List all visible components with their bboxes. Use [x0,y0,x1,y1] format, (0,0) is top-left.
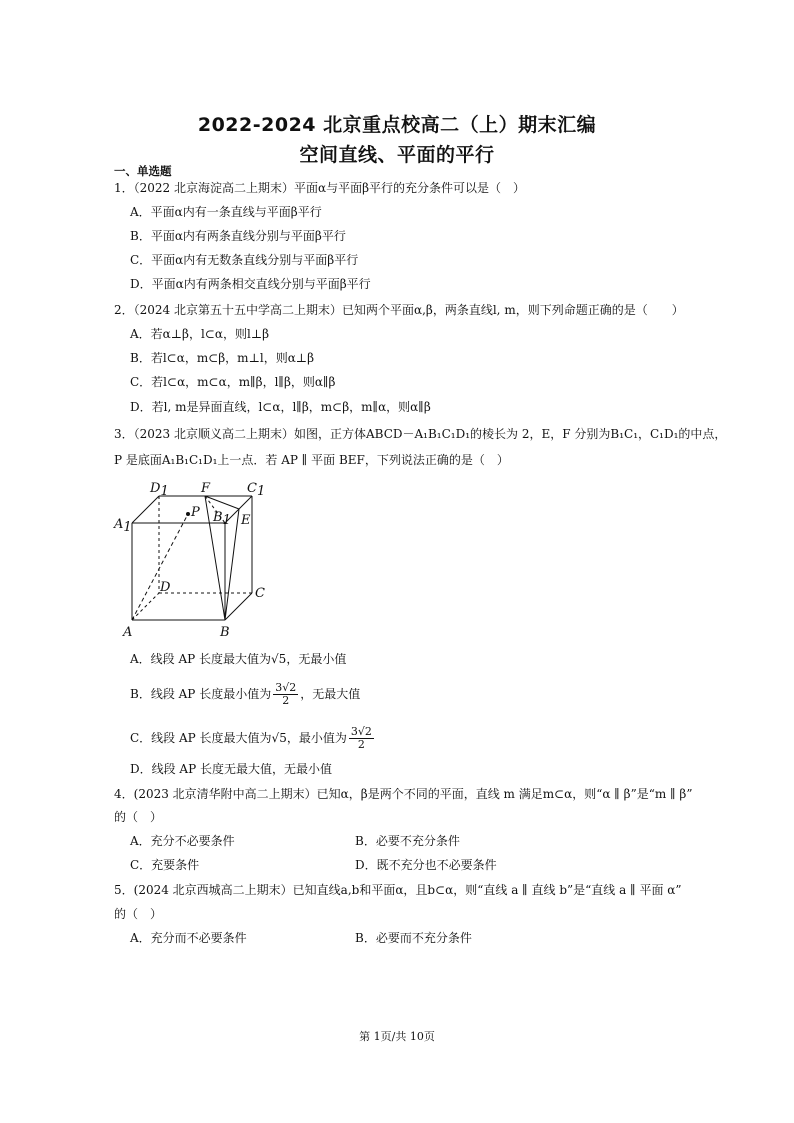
label-a1: A1 [114,517,132,535]
label-f: F [201,481,211,496]
q5-option-b: B．必要而不充分条件 [355,931,472,945]
q2-stem: 2．（2024 北京第五十五中学高二上期末）已知两个平面α,β，两条直线l, m，则下列命题正确的是（ ） [114,303,684,317]
label-p: P [191,505,200,520]
segment-ap [132,514,188,620]
label-b: B [220,625,230,640]
fraction: $\frac{3√2}{2}$ [350,725,372,751]
label-d: D [160,580,171,595]
q1-stem: 1．（2022 北京海淀高二上期末）平面α与平面β平行的充分条件可以是（ ） [114,181,526,195]
q4-stem-line1: 4．(2023 北京清华附中高二上期末）已知α，β是两个不同的平面，直线 m 满足m⊂α，则“α ∥ β”是“m ∥ β” [114,787,693,801]
document-title-line1: 2022-2024 北京重点校高二（上）期末汇编 [197,114,597,136]
q1-option-c: C．平面α内有无数条直线分别与平面β平行 [130,253,359,267]
q3-stem-line2: P 是底面A₁B₁C₁D₁上一点．若 AP ∥ 平面 BEF，下列说法正确的是（ ） [114,453,509,467]
edge-ad [132,593,159,620]
edge-bc [225,593,252,620]
q4-option-c: C．充要条件 [130,858,200,872]
fraction: $\frac{3√2}{2}$ [275,681,297,707]
document-title-line2: 空间直线、平面的平行 [299,144,495,166]
label-d1: D1 [150,481,169,499]
q3-option-d: D．线段 AP 长度无最大值，无最小值 [130,762,332,776]
label-a: A [123,625,133,640]
q3-option-b: B．线段 AP 长度最小值为 $\frac{3√2}{2}$ ，无最大值 [130,681,361,707]
q2-option-a: A．若α⊥β，l⊂α，则l⊥β [130,327,270,341]
label-e: E [241,513,251,528]
label-c: C [255,586,265,601]
q2-option-b: B．若l⊂α，m⊂β，m⊥l，则α⊥β [130,351,315,365]
q1-option-b: B．平面α内有两条直线分别与平面β平行 [130,229,346,243]
q3-option-c: C．线段 AP 长度最大值为√5，最小值为 $\frac{3√2}{2}$ [130,725,372,751]
q5-stem-line2: 的（ ） [114,907,163,921]
q4-option-d: D．既不充分也不必要条件 [355,858,497,872]
label-c1: C1 [247,481,266,499]
cube-figure [112,478,272,643]
q5-stem-line1: 5．(2024 北京西城高二上期末）已知直线a,b和平面α，且b⊂α，则“直线 a ∥ 直线 b”是“直线 a ∥ 平面 α” [114,883,682,897]
q4-option-a: A．充分不必要条件 [130,834,235,848]
q1-option-a: A．平面α内有一条直线与平面β平行 [130,205,322,219]
q2-option-c: C．若l⊂α，m⊂α，m∥β，l∥β，则α∥β [130,375,336,389]
edge-d1a1 [132,496,159,523]
q4-stem-line2: 的（ ） [114,810,163,824]
q2-option-d: D．若l, m是异面直线，l⊂α，l∥β，m⊂β，m∥α，则α∥β [130,400,431,414]
label-b1: B1 [213,510,231,528]
page-footer: 第 1页/共 10页 [359,1030,435,1043]
q5-option-a: A．充分而不必要条件 [130,931,247,945]
q4-option-b: B．必要不充分条件 [355,834,460,848]
section-title: 一、单选题 [114,164,172,178]
q3-option-a: A．线段 AP 长度最大值为√5，无最小值 [130,652,347,666]
point-p [186,512,190,516]
q3-stem-line1: 3．（2023 北京顺义高二上期末）如图，正方体ABCD－A₁B₁C₁D₁的棱长为 2，E，F 分别为B₁C₁，C₁D₁的中点， [114,427,727,441]
q1-option-d: D．平面α内有两条相交直线分别与平面β平行 [130,277,371,291]
